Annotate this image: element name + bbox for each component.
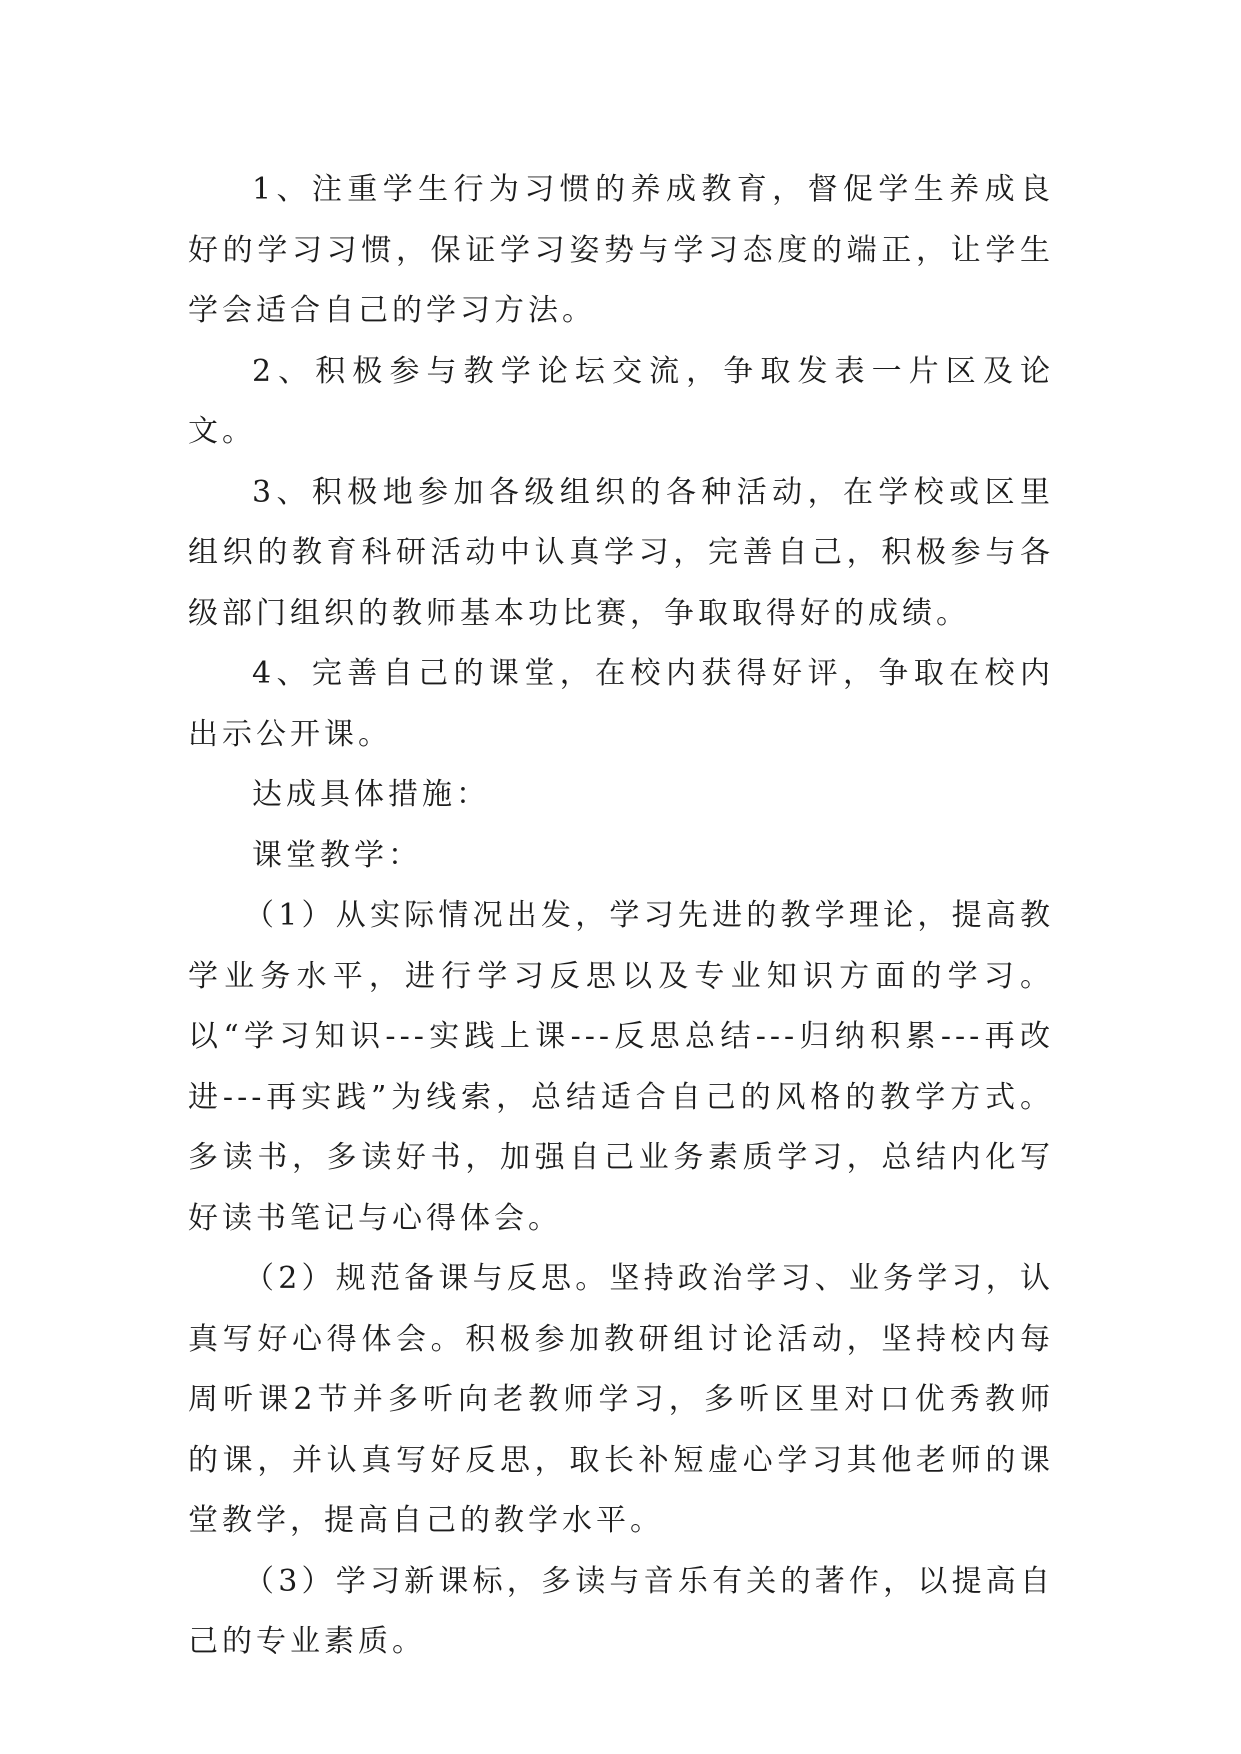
paragraph-measure-1: （1）从实际情况出发，学习先进的教学理论，提高教学业务水平，进行学习反思以及专业知识方面的学习。以“学习知识---实践上课---反思总结---归纳积累---再改进---再实践”为线索，总结适合自己的风格的教学方式。多读书，多读好书，加强自己业务素质学习，总结内化写好读书笔记与心得体会。 <box>188 898 1054 1236</box>
paragraph-measure-3: （3）学习新课标，多读与音乐有关的著作，以提高自己的专业素质。 <box>188 1563 1054 1659</box>
paragraph-goal-1: 1、注重学生行为习惯的养成教育，督促学生养成良好的学习习惯，保证学习姿势与学习态度的端正，让学生学会适合自己的学习方法。 <box>188 172 1054 328</box>
heading-measures: 达成具体措施： <box>252 777 490 812</box>
paragraph-goal-3: 3、积极地参加各级组织的各种活动，在学校或区里组织的教育科研活动中认真学习，完善自己，积极参与各级部门组织的教师基本功比赛，争取取得好的成绩。 <box>188 474 1054 631</box>
heading-classroom-teaching: 课堂教学： <box>252 837 422 873</box>
document-page <box>188 160 1054 1673</box>
paragraph-goal-4: 4、完善自己的课堂，在校内获得好评，争取在校内出示公开课。 <box>188 656 1054 752</box>
paragraph-goal-2: 2、积极参与教学论坛交流，争取发表一片区及论文。 <box>188 353 1054 449</box>
paragraph-measure-2: （2）规范备课与反思。坚持政治学习、业务学习，认真写好心得体会。积极参加教研组讨论活动，坚持校内每周听课2节并多听向老教师学习，多听区里对口优秀教师的课，并认真写好反思，取长补短虚心学习其他老师的课堂教学，提高自己的教学水平。 <box>188 1261 1054 1538</box>
